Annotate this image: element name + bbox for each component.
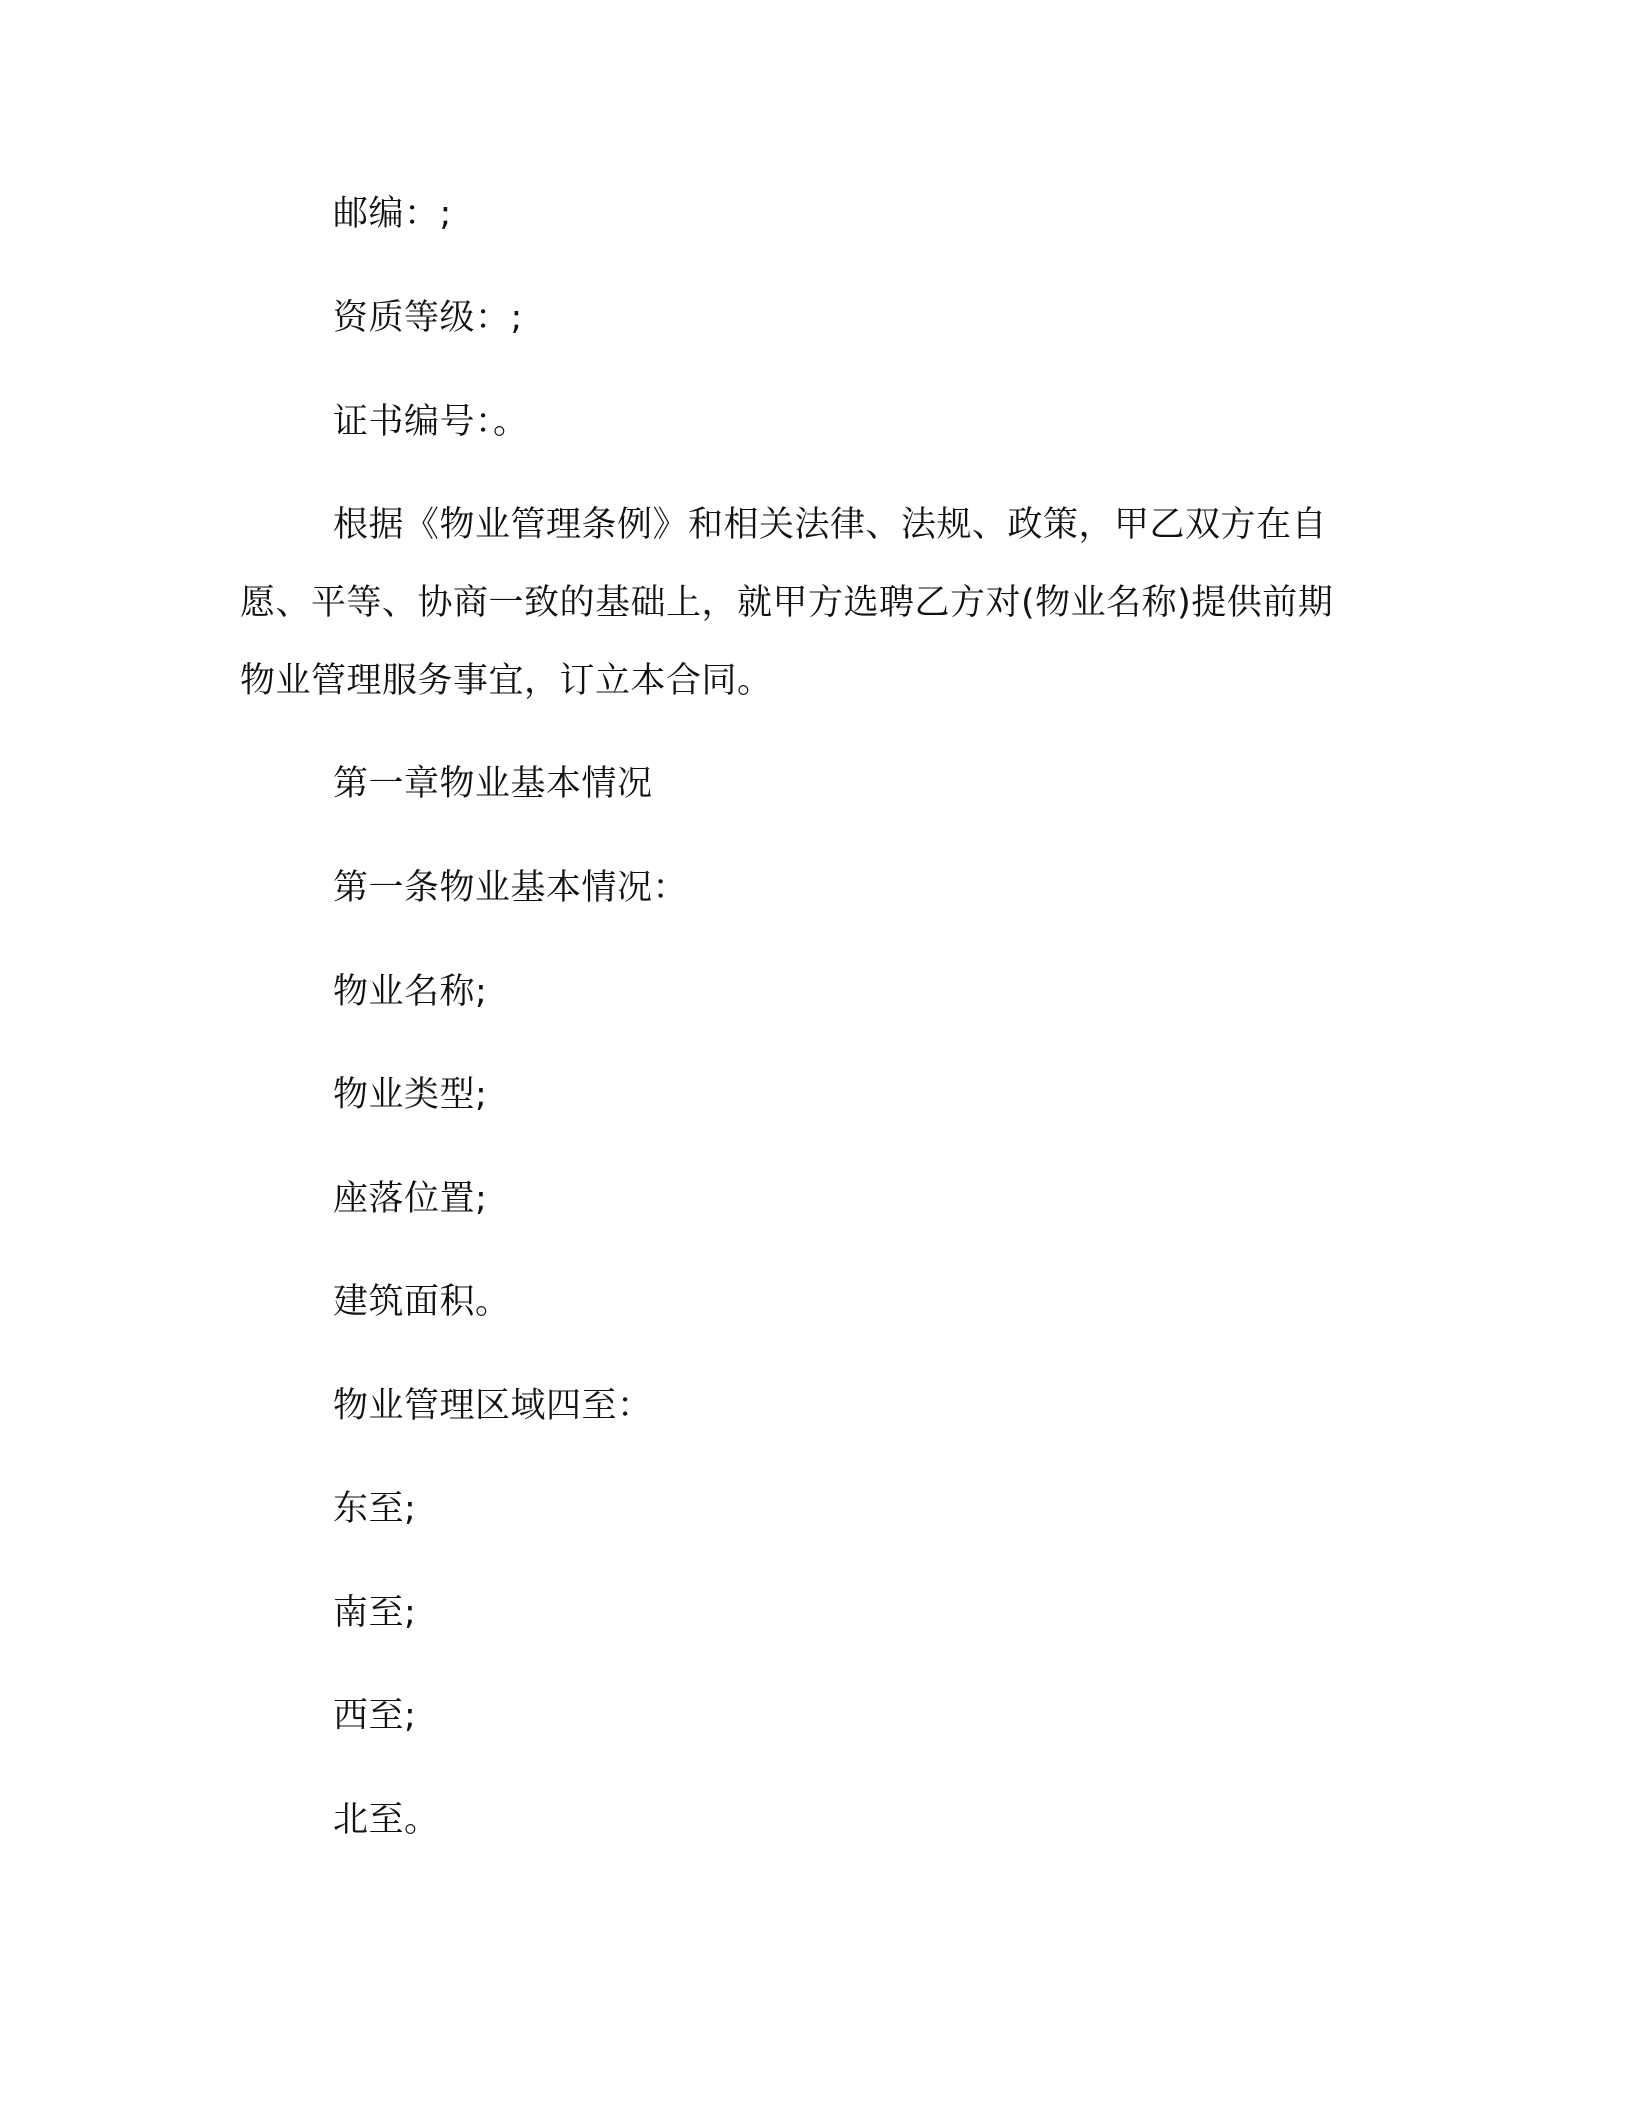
chapter-title: 第一章物业基本情况: [333, 764, 653, 804]
intro-paragraph-line: 根据《物业管理条例》和相关法律、法规、政策，甲乙双方在自: [333, 505, 1328, 545]
intro-paragraph-line: 物业管理服务事宜，订立本合同。: [240, 661, 773, 701]
intro-paragraph-line: 愿、平等、协商一致的基础上，就甲方选聘乙方对(物业名称)提供前期: [240, 583, 1334, 623]
boundary-south: 南至;: [333, 1593, 417, 1633]
boundary-west: 西至;: [333, 1696, 417, 1736]
property-location-field: 座落位置;: [333, 1179, 488, 1219]
qualification-level-field: 资质等级：;: [333, 298, 523, 338]
article-title: 第一条物业基本情况：: [333, 868, 689, 908]
property-type-field: 物业类型;: [333, 1075, 488, 1115]
boundary-title: 物业管理区域四至：: [333, 1386, 653, 1426]
postal-code-field: 邮编：;: [333, 194, 452, 234]
building-area-field: 建筑面积。: [333, 1282, 511, 1322]
boundary-north: 北至。: [333, 1800, 440, 1840]
property-name-field: 物业名称;: [333, 972, 488, 1012]
boundary-east: 东至;: [333, 1489, 417, 1529]
certificate-number-field: 证书编号：。: [333, 402, 529, 442]
